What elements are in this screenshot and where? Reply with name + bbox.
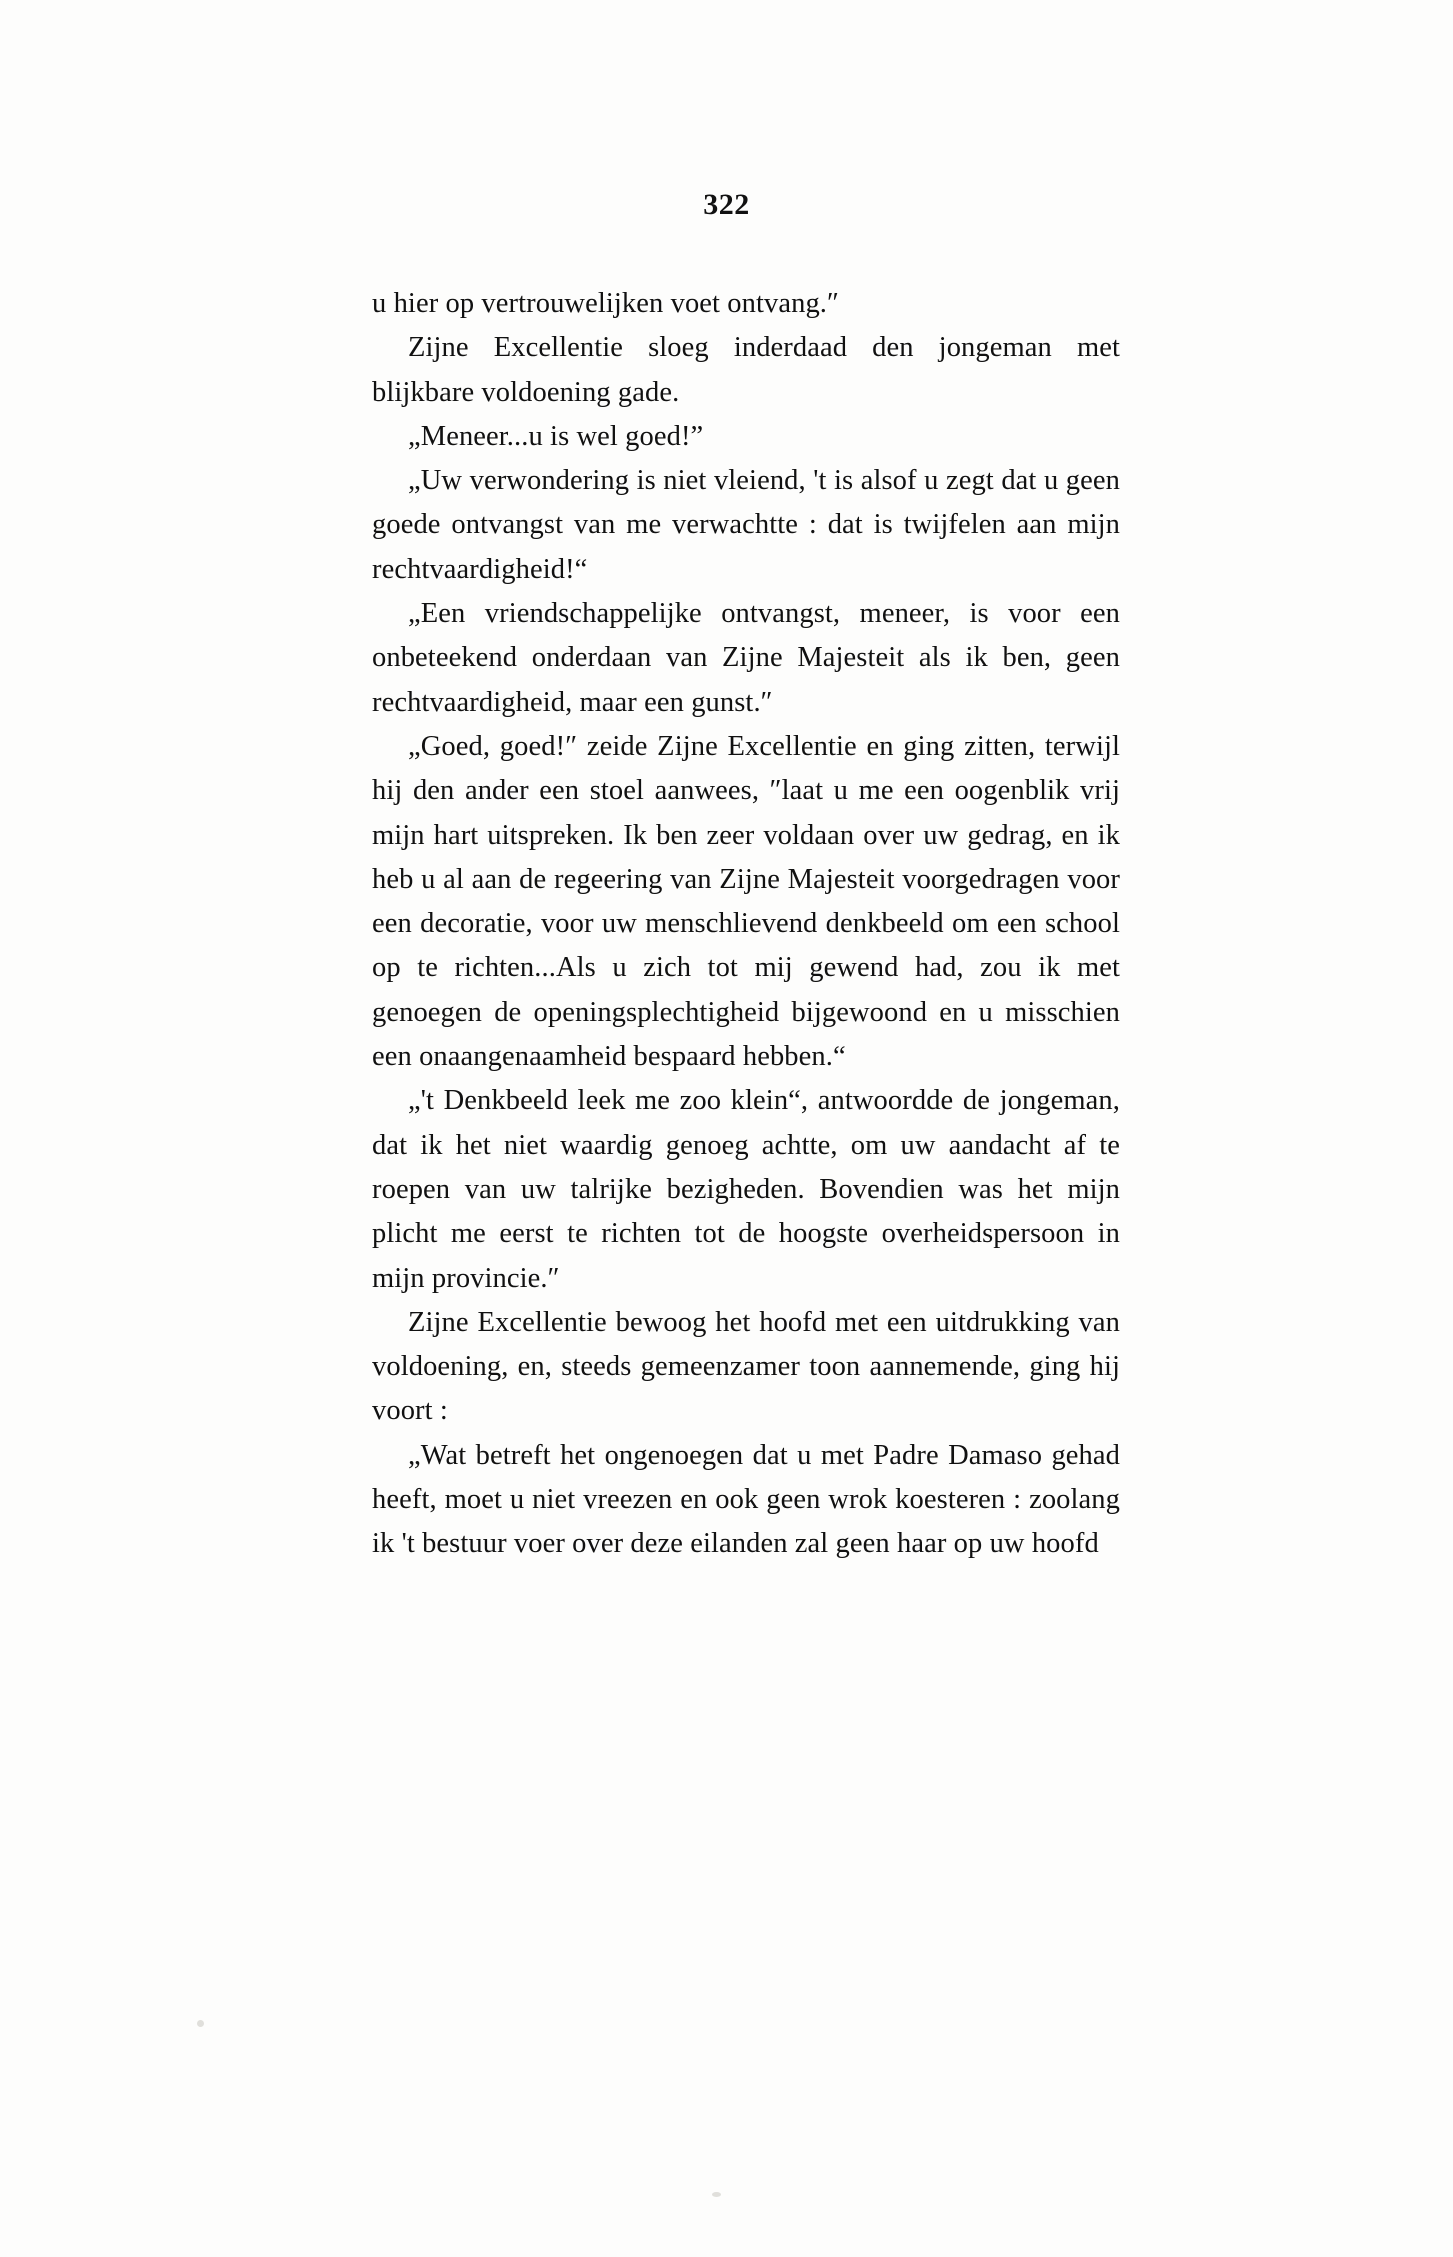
- scan-speck: [712, 2192, 721, 2197]
- paragraph: „'t Denkbeeld leek me zoo klein“, antwoordde de jongeman, dat ik het niet waardig genoeg achtte, om uw aandacht af te roepen van uw talrijke bezigheden. Bovendien was het mijn plicht me eerst te richten tot de hoogste overheidspersoon in mijn provincie.″: [372, 1085, 1120, 1294]
- paragraph: „Goed, goed!″ zeide Zijne Excellentie en ging zitten, terwijl hij den ander een stoel aanwees, ″laat u me een oogenblik vrij mijn hart uitspreken. Ik ben zeer voldaan over uw gedrag, en ik heb u al aan de regeering van Zijne Majesteit voorgedragen voor een decoratie, voor uw menschlievend denkbeeld om een school op te richten...Als u zich tot mij gewend had, zou ik met genoegen de openingsplechtigheid bijgewoond en u misschien een onaangenaamheid bespaard hebben.“: [372, 730, 1120, 1073]
- paragraph: „Meneer...u is wel goed!”: [408, 420, 704, 452]
- page-number: 322: [703, 188, 750, 221]
- paragraph: „Een vriendschappelijke ontvangst, meneer, is voor een onbeteekend onderdaan van Zijne Majesteit als ik ben, geen rechtvaardigheid, maar een gunst.″: [372, 598, 1120, 718]
- paragraph: „Uw verwondering is niet vleiend, 't is alsof u zegt dat u geen goede ontvangst van me verwachtte : dat is twijfelen aan mijn rechtvaardigheid!“: [372, 465, 1120, 585]
- paragraph: Zijne Excellentie bewoog het hoofd met een uitdrukking van voldoening, en, steeds gemeenzamer toon aannemende, ging hij voort :: [372, 1306, 1120, 1427]
- paragraph: „Wat betreft het ongenoegen dat u met Padre Damaso gehad heeft, moet u niet vreezen en ook geen wrok koesteren : zoolang ik 't bestuur voer over deze eilanden zal geen haar op uw hoofd: [372, 1439, 1120, 1560]
- paragraph: Zijne Excellentie sloeg inderdaad den jongeman met blijkbare voldoening gade.: [372, 332, 1120, 408]
- paragraph: u hier op vertrouwelijken voet ontvang.″: [372, 288, 839, 319]
- scan-speck: [197, 2020, 204, 2027]
- body-text: [372, 282, 1120, 1567]
